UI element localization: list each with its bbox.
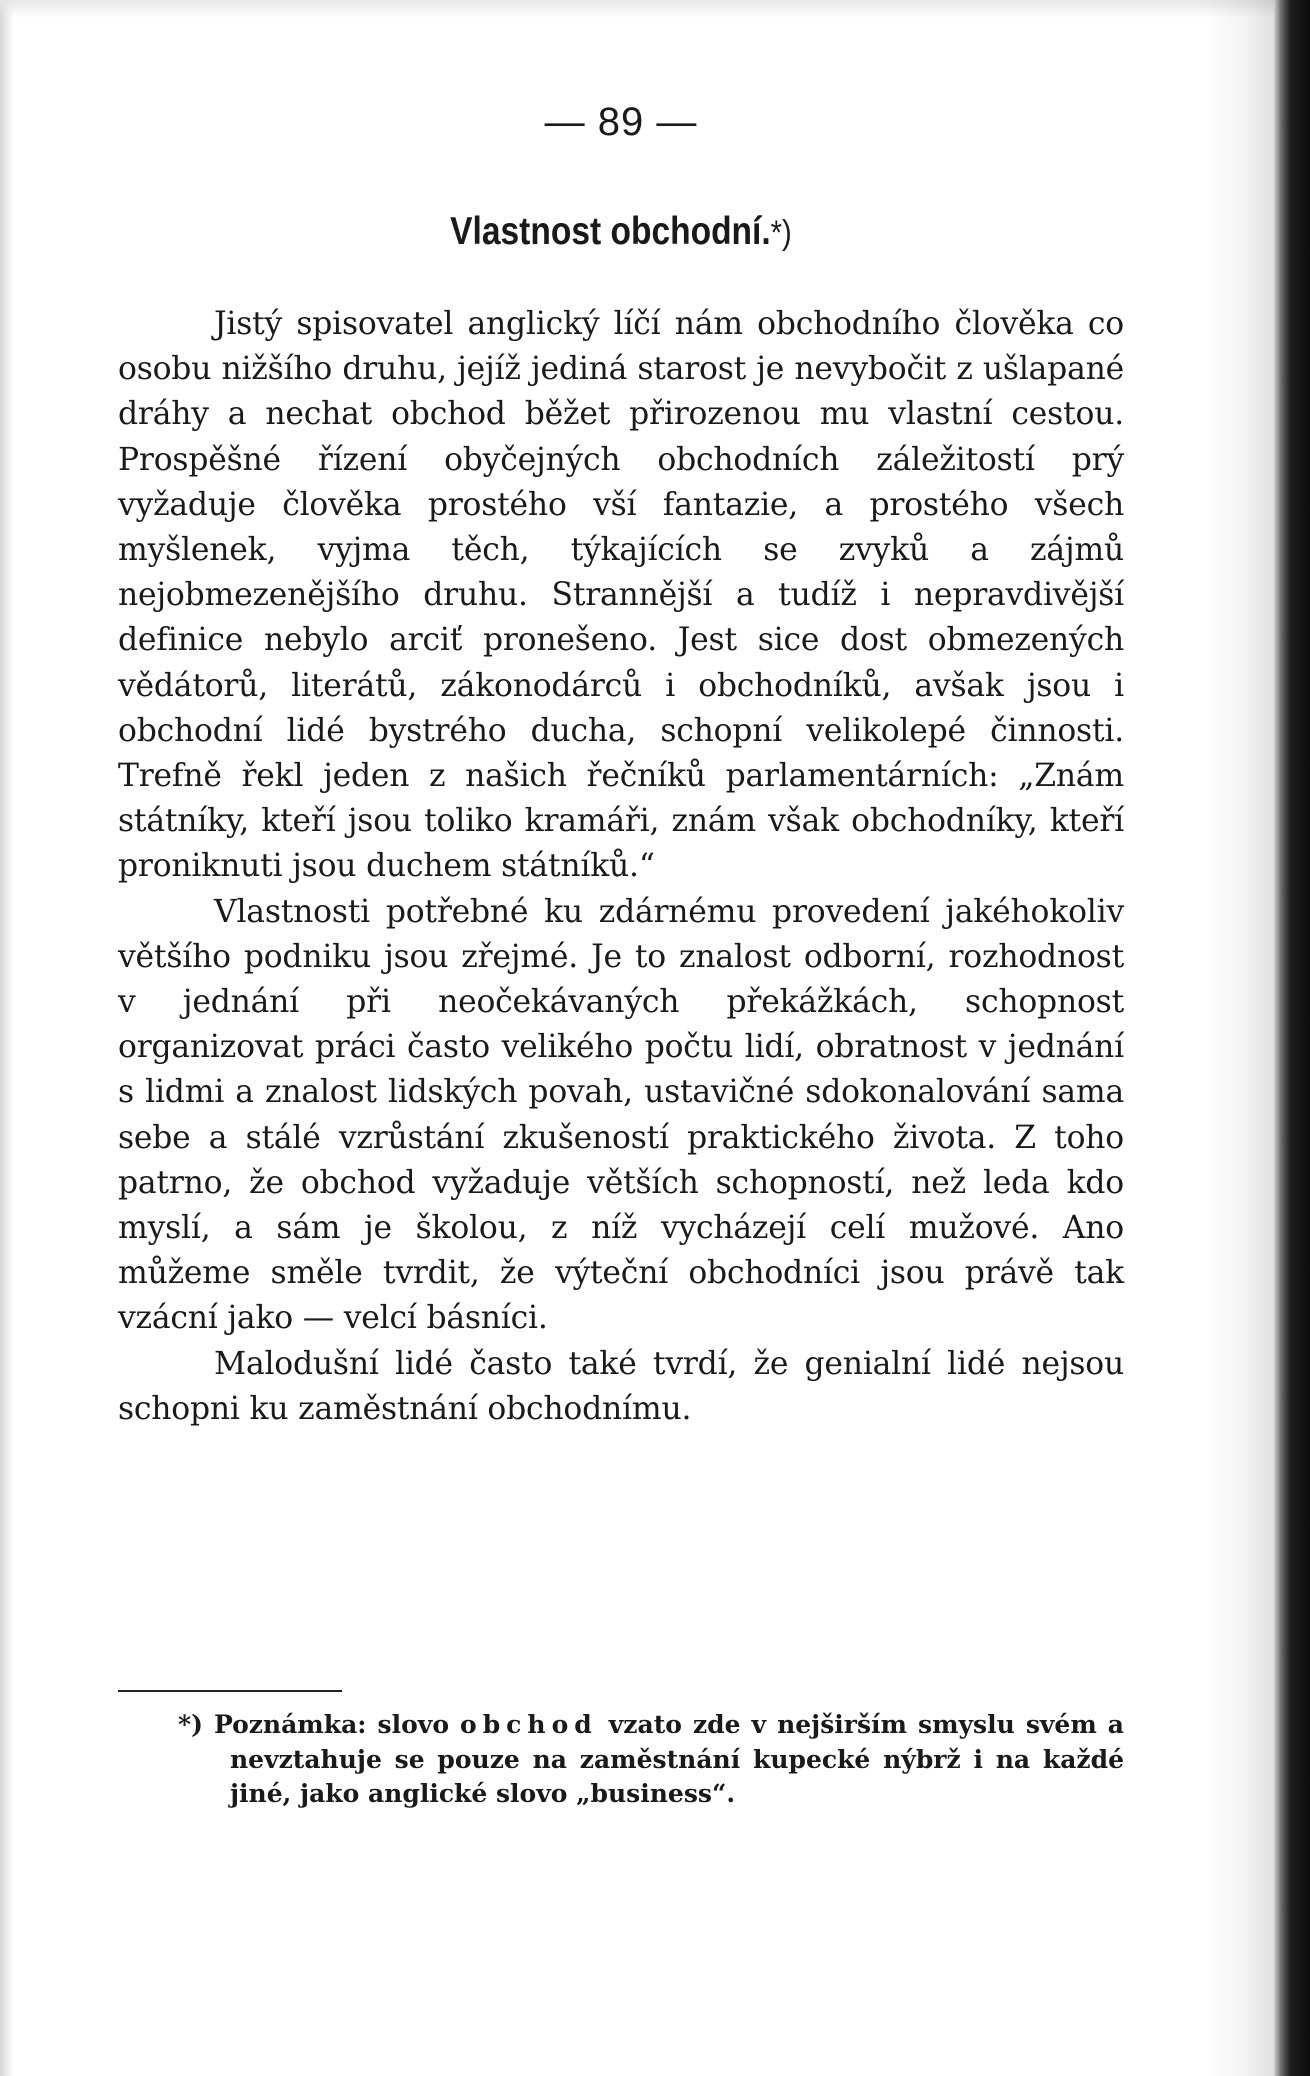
footnote-text-after: vzato zde v nejširším smyslu svém a nevztahuje se pouze na zaměstnání kupecké nýbrž i na každé jiné, jako anglické slovo „business“. <box>230 1710 1124 1808</box>
page-left-edge <box>0 0 14 2076</box>
footnote-text-before: slovo <box>377 1710 449 1739</box>
title-text: Vlastnost obchodní. <box>450 210 771 253</box>
page-title <box>188 210 1053 254</box>
footnote-separator <box>118 1690 342 1692</box>
footnote-marker: *) <box>178 1710 203 1739</box>
footnote-paragraph <box>118 1708 1124 1812</box>
footnote-emphasis: obchod <box>460 1710 598 1739</box>
paragraph-3: Malodušní lidé často také tvrdí, že genialní lidé nejsou schopni ku zaměstnání obchodnímu. <box>118 1345 1124 1427</box>
page-number: — 89 — <box>544 100 698 144</box>
paragraph-2: Vlastnosti potřebné ku zdárnému provedení jakéhokoliv většího podniku jsou zřejmé. Je to znalost odborní, rozhodnost v jednání při neočekávaných překážkách, schopnost organizovat práci často velikého počtu lidí, obratnost v jednání s lidmi a znalost lidských povah, ustavičné sdokonalování sama sebe a stálé vzrůstání zkušeností praktického života. Z toho patrno, že obchod vyžaduje větších schopností, než leda kdo myslí, a sám je školou, z níž vycházejí celí mužové. Ano můžeme směle tvrdit, že výteční obchodníci jsou právě tak vzácní jako — velcí básníci. <box>118 893 1124 1337</box>
body-text <box>118 302 1124 1432</box>
paragraph-1: Jistý spisovatel anglický líčí nám obchodního člověka co osobu nižšího druhu, jejíž jediná starost je nevybočit z ušlapané dráhy a nechat obchod běžet přirozenou mu vlastní cestou. Prospěšné řízení obyčejných obchodních záležitostí prý vyžaduje člověka prostého vší fantazie, a prostého všech myšlenek, vyjma těch, týkajících se zvyků a zájmů nejobmezenějšího druhu. Strannější a tudíž i nepravdivější definice nebylo arciť pronešeno. Jest sice dost obmezených vědátorů, literátů, zákonodárců i obchodníků, avšak jsou i obchodní lidé bystrého ducha, schopní velikolepé činnosti. Trefně řekl jeden z našich řečníků parlamentárních: „Znám státníky, kteří jsou toliko kramáři, znám však obchodníky, kteří proniknuti jsou duchem státníků.“ <box>118 306 1124 885</box>
footnote <box>118 1708 1124 1812</box>
scan-top-shade <box>0 0 1310 18</box>
footnote-label: Poznámka: <box>213 1710 367 1739</box>
spine-shadow <box>1204 0 1274 2076</box>
book-spine <box>1274 0 1310 2076</box>
title-footnote-mark: *) <box>770 214 792 252</box>
